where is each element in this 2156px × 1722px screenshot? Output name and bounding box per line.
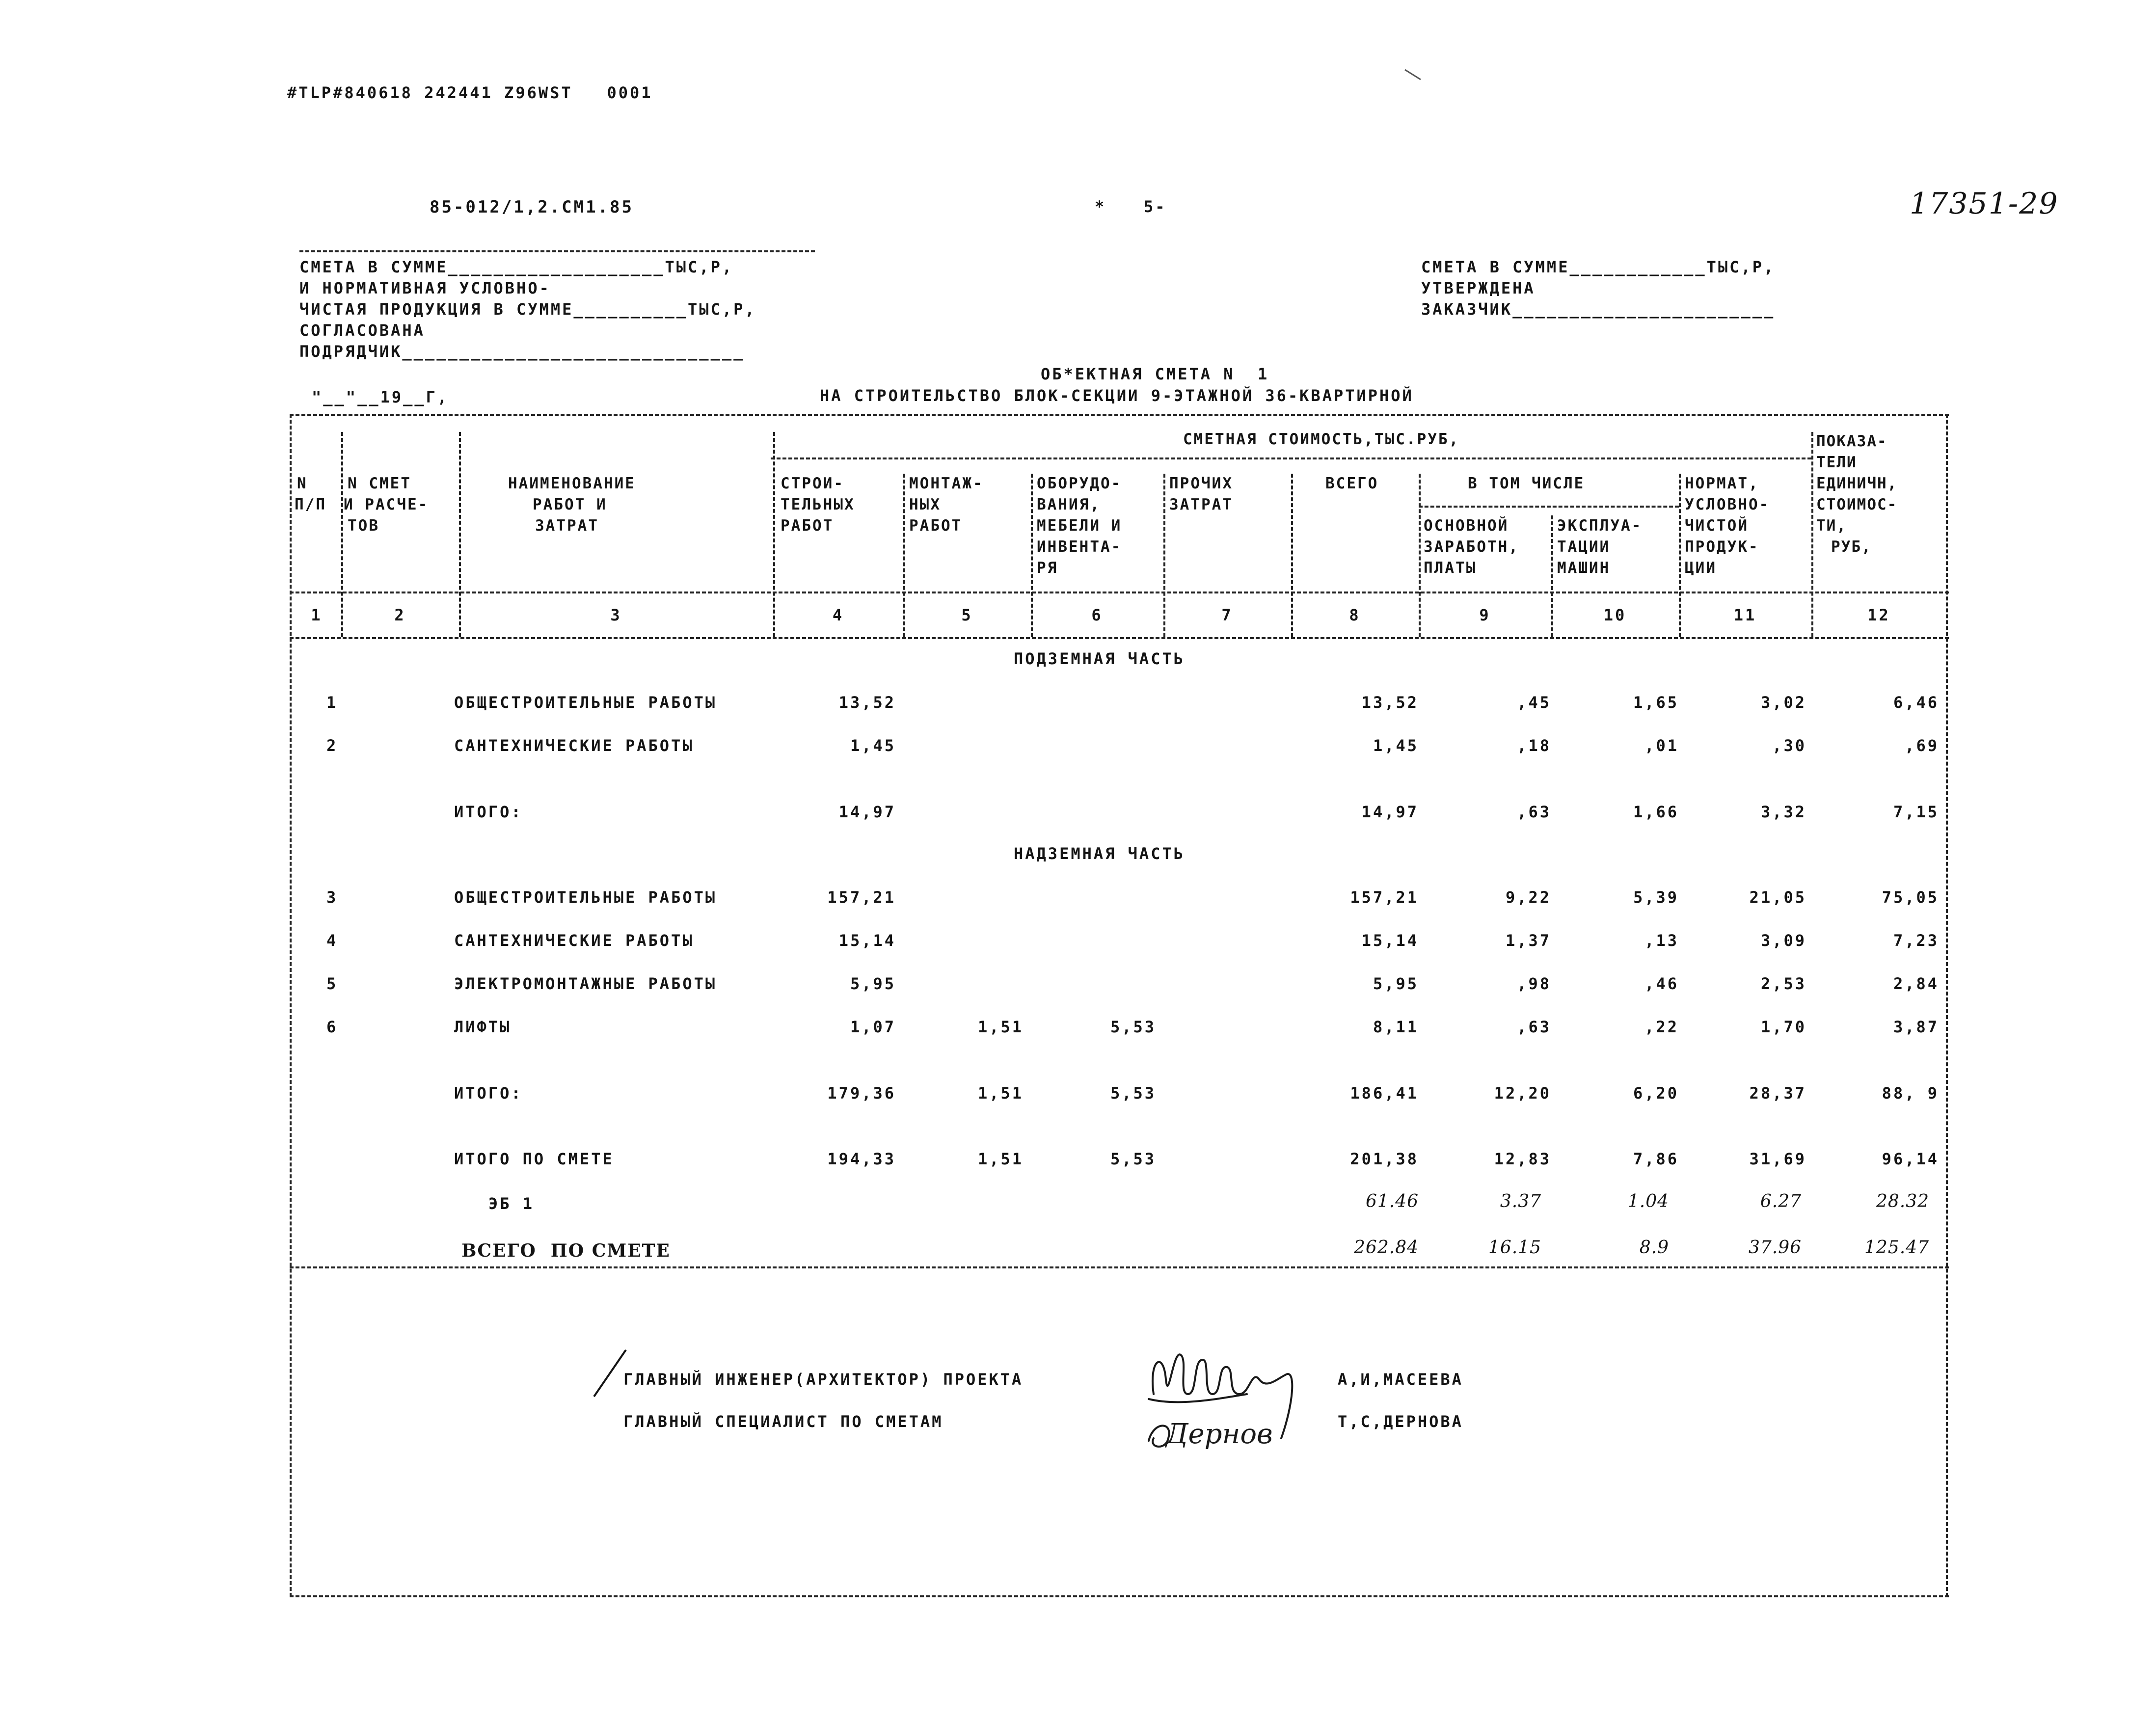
document-code: #TLP#840618 242441 Z96WST 0001: [287, 83, 653, 102]
row-unit-cost: 125.47: [1864, 1238, 1929, 1258]
col-divider-8: [1419, 474, 1421, 637]
row-number: 6: [326, 1018, 338, 1036]
row-equipment: 5,53: [1110, 1018, 1156, 1036]
col11-header-l5: ЦИИ: [1685, 559, 1717, 577]
row-wages: ,45: [1517, 693, 1551, 712]
row-total: 1,45: [1373, 736, 1419, 755]
row-net-production: ,30: [1772, 736, 1806, 755]
header-bottom-border: [290, 592, 1949, 593]
col-number-11: 11: [1733, 606, 1757, 624]
row-total: 13,52: [1361, 693, 1419, 712]
row-construction: 5,95: [850, 974, 896, 993]
page-number: 5-: [1144, 197, 1167, 216]
row-installation: 1,51: [977, 1018, 1024, 1036]
row-construction: 13,52: [838, 693, 896, 712]
row-machines: ,46: [1644, 974, 1679, 993]
section-aboveground: НАДЗЕМНАЯ ЧАСТЬ: [1014, 844, 1185, 863]
row-number: 2: [326, 736, 338, 755]
row-installation: 1,51: [977, 1084, 1024, 1103]
archive-number: 17351-29: [1910, 187, 2059, 221]
col2-header-l2: И РАСЧЕ-: [344, 496, 429, 513]
row-net-production: 37.96: [1748, 1238, 1802, 1258]
grand-total-label: ВСЕГО ПО СМЕТЕ: [461, 1240, 671, 1261]
col12-header-l4: СТОИМОС-: [1816, 496, 1898, 513]
col8-header: ВСЕГО: [1325, 475, 1379, 492]
row-number: 1: [326, 693, 338, 712]
row-wages: 16.15: [1488, 1238, 1541, 1258]
frame-left-border: [290, 414, 292, 1597]
row-construction: 14,97: [838, 803, 896, 821]
row-construction: 15,14: [838, 931, 896, 950]
row-wages: ,98: [1517, 974, 1551, 993]
col-number-8: 8: [1349, 606, 1361, 624]
row-wages: 9,22: [1505, 888, 1551, 907]
approval-date: "__"__19__Г,: [312, 388, 449, 406]
row-name: ЭЛЕКТРОМОНТАЖНЫЕ РАБОТЫ: [454, 974, 717, 993]
eb-label: ЭБ 1: [488, 1194, 535, 1213]
col4-header-l1: СТРОИ-: [781, 475, 844, 492]
row-installation: 1,51: [977, 1150, 1024, 1168]
table-top-border: [290, 414, 1949, 416]
row-wages: 12,83: [1494, 1150, 1551, 1168]
row-unit-cost: 7,15: [1893, 803, 1939, 821]
row-total: 5,95: [1373, 974, 1419, 993]
row-unit-cost: 96,14: [1882, 1150, 1939, 1168]
col-divider-3: [773, 432, 775, 637]
col9-header-l2: ЗАРАБОТН,: [1424, 538, 1519, 556]
chief-engineer-role: ГЛАВНЫЙ ИНЖЕНЕР(АРХИТЕКТОР) ПРОЕКТА: [623, 1370, 1024, 1389]
col6-header-l4: ИНВЕНТА-: [1037, 538, 1122, 556]
col-number-1: 1: [311, 606, 323, 624]
col-divider-6: [1163, 474, 1165, 637]
table-body-bottom: [290, 1266, 1949, 1268]
row-construction: 157,21: [827, 888, 896, 907]
row-total: 61.46: [1365, 1191, 1419, 1211]
col-divider-7: [1291, 474, 1293, 637]
subtotal-label: ИТОГО:: [454, 1084, 523, 1103]
row-construction: 1,45: [850, 736, 896, 755]
row-unit-cost: 2,84: [1893, 974, 1939, 993]
col12-header-l3: ЕДИНИЧН,: [1816, 475, 1898, 492]
row-machines: ,01: [1644, 736, 1679, 755]
row-wages: ,18: [1517, 736, 1551, 755]
section-underground: ПОДЗЕМНАЯ ЧАСТЬ: [1014, 649, 1185, 668]
row-name: ОБЩЕСТРОИТЕЛЬНЫЕ РАБОТЫ: [454, 693, 717, 712]
row-net-production: 31,69: [1749, 1150, 1806, 1168]
col-divider-11: [1811, 432, 1813, 637]
row-net-production: 3,02: [1760, 693, 1806, 712]
chief-estimator-role: ГЛАВНЫЙ СПЕЦИАЛИСТ ПО СМЕТАМ: [623, 1412, 943, 1431]
chief-estimator-name: Т,С,ДЕРНОВА: [1338, 1412, 1463, 1431]
row-wages: 3.37: [1500, 1191, 1541, 1211]
col2-header-l1: N СМЕТ: [348, 475, 411, 492]
col4-header-l2: ТЕЛЬНЫХ: [781, 496, 855, 513]
left-approval-line2: И НОРМАТИВНАЯ УСЛОВНО-: [299, 279, 551, 297]
row-machines: ,22: [1644, 1018, 1679, 1036]
col-divider-1: [341, 432, 343, 637]
row-number: 5: [326, 974, 338, 993]
col11-header-l2: УСЛОВНО-: [1685, 496, 1770, 513]
handwritten-signature: [1119, 1320, 1316, 1468]
row-net-production: 3,32: [1760, 803, 1806, 821]
row-total: 157,21: [1350, 888, 1419, 907]
frame-right-border: [1946, 414, 1948, 1597]
row-machines: 1,66: [1633, 803, 1679, 821]
col2-header-l3: ТОВ: [348, 517, 379, 535]
col-number-7: 7: [1221, 606, 1233, 624]
col-divider-5: [1031, 474, 1033, 637]
col-number-3: 3: [610, 606, 622, 624]
row-unit-cost: 7,23: [1893, 931, 1939, 950]
col3-header-l1: НАИМЕНОВАНИЕ: [508, 475, 636, 492]
row-total: 186,41: [1350, 1084, 1419, 1103]
document-reference: 85-012/1,2.CM1.85: [430, 197, 634, 217]
col10-header-l1: ЭКСПЛУА-: [1557, 517, 1643, 535]
row-total: 201,38: [1350, 1150, 1419, 1168]
subtotal-label: ИТОГО:: [454, 803, 523, 821]
col4-header-l3: РАБОТ: [781, 517, 834, 535]
row-total: 14,97: [1361, 803, 1419, 821]
chief-engineer-name: А,И,МАСЕЕВА: [1338, 1370, 1463, 1389]
row-construction: 1,07: [850, 1018, 896, 1036]
row-net-production: 3,09: [1760, 931, 1806, 950]
page-marker: *: [1095, 197, 1106, 216]
col-divider-2: [459, 432, 461, 637]
row-wages: 1,37: [1505, 931, 1551, 950]
col11-header-l3: ЧИСТОЙ: [1685, 517, 1749, 535]
col-number-4: 4: [832, 606, 844, 624]
scan-mark: [1404, 69, 1424, 83]
col-number-10: 10: [1603, 606, 1627, 624]
col-divider-4: [903, 474, 905, 637]
subgroup-header-rule: [1419, 506, 1679, 508]
row-name: САНТЕХНИЧЕСКИЕ РАБОТЫ: [454, 736, 694, 755]
row-machines: 1,65: [1633, 693, 1679, 712]
col9-header-l3: ПЛАТЫ: [1424, 559, 1477, 577]
row-name: ОБЩЕСТРОИТЕЛЬНЫЕ РАБОТЫ: [454, 888, 717, 907]
row-net-production: 21,05: [1749, 888, 1806, 907]
row-machines: 6,20: [1633, 1084, 1679, 1103]
cost-group-header: СМЕТНАЯ СТОИМОСТЬ,ТЫС.РУБ,: [1183, 430, 1460, 448]
right-approval-line1: СМЕТА В СУММЕ____________ТЫС,Р,: [1421, 258, 1776, 276]
estimate-total-label: ИТОГО ПО СМЕТЕ: [454, 1150, 614, 1168]
row-total: 8,11: [1373, 1018, 1419, 1036]
group-header-rule: [771, 457, 1811, 459]
row-total: 262.84: [1354, 1238, 1419, 1258]
col11-header-l4: ПРОДУК-: [1685, 538, 1759, 556]
col6-header-l5: РЯ: [1037, 559, 1058, 577]
row-name: ЛИФТЫ: [454, 1018, 512, 1036]
col5-header-l2: НЫХ: [909, 496, 941, 513]
col9-header-l1: ОСНОВНОЙ: [1424, 517, 1509, 535]
row-name: САНТЕХНИЧЕСКИЕ РАБОТЫ: [454, 931, 694, 950]
row-unit-cost: 28.32: [1876, 1191, 1929, 1211]
left-approval-line3: ЧИСТАЯ ПРОДУКЦИЯ В СУММЕ__________ТЫС,Р,: [299, 300, 756, 319]
col7-header-l1: ПРОЧИХ: [1169, 475, 1233, 492]
right-approval-line3: ЗАКАЗЧИК_______________________: [1421, 300, 1776, 319]
row-net-production: 2,53: [1760, 974, 1806, 993]
row-equipment: 5,53: [1110, 1150, 1156, 1168]
row-wages: ,63: [1517, 1018, 1551, 1036]
row-wages: 12,20: [1494, 1084, 1551, 1103]
estimate-subtitle: НА СТРОИТЕЛЬСТВО БЛОК-СЕКЦИИ 9-ЭТАЖНОЙ 36-КВАРТИРНОЙ: [820, 386, 1414, 405]
col-number-6: 6: [1091, 606, 1103, 624]
col12-header-l6: РУБ,: [1831, 538, 1872, 556]
col1-header-l2: П/П: [295, 496, 326, 513]
row-machines: 1.04: [1627, 1191, 1669, 1211]
col-number-5: 5: [961, 606, 973, 624]
row-unit-cost: ,69: [1905, 736, 1939, 755]
row-machines: ,13: [1644, 931, 1679, 950]
row-net-production: 1,70: [1760, 1018, 1806, 1036]
row-equipment: 5,53: [1110, 1084, 1156, 1103]
col5-header-l1: МОНТАЖ-: [909, 475, 984, 492]
col12-header-l1: ПОКАЗА-: [1816, 432, 1887, 450]
row-number: 4: [326, 931, 338, 950]
row-unit-cost: 88, 9: [1882, 1084, 1939, 1103]
col-divider-10: [1679, 474, 1681, 637]
col-number-9: 9: [1479, 606, 1491, 624]
row-number: 3: [326, 888, 338, 907]
page-bottom-border: [290, 1595, 1949, 1597]
row-construction: 194,33: [827, 1150, 896, 1168]
column-number-rule: [290, 637, 1949, 639]
row-total: 15,14: [1361, 931, 1419, 950]
right-approval-line2: УТВЕРЖДЕНА: [1421, 279, 1536, 297]
row-net-production: 6.27: [1760, 1191, 1802, 1211]
col6-header-l2: ВАНИЯ,: [1037, 496, 1101, 513]
col-number-2: 2: [394, 606, 406, 624]
col1-header-l1: N: [297, 475, 308, 492]
row-wages: ,63: [1517, 803, 1551, 821]
col6-header-l1: ОБОРУДО-: [1037, 475, 1122, 492]
col3-header-l2: РАБОТ И: [533, 496, 607, 513]
row-machines: 8.9: [1639, 1238, 1669, 1258]
col12-header-l2: ТЕЛИ: [1816, 454, 1857, 471]
col-divider-9: [1551, 515, 1553, 637]
row-unit-cost: 6,46: [1893, 693, 1939, 712]
left-approval-line5: ПОДРЯДЧИК______________________________: [299, 342, 745, 361]
svg-text:Дернов: Дернов: [1166, 1418, 1273, 1450]
col5-header-l3: РАБОТ: [909, 517, 963, 535]
row-unit-cost: 3,87: [1893, 1018, 1939, 1036]
estimate-title: ОБ*ЕКТНАЯ СМЕТА N 1: [1041, 365, 1269, 383]
col11-header-l1: НОРМАТ,: [1685, 475, 1759, 492]
row-construction: 179,36: [827, 1084, 896, 1103]
row-unit-cost: 75,05: [1882, 888, 1939, 907]
col6-header-l3: МЕБЕЛИ И: [1037, 517, 1122, 535]
left-approval-line4: СОГЛАСОВАНА: [299, 321, 425, 340]
top-rule: [299, 250, 815, 252]
col10-header-l2: ТАЦИИ: [1557, 538, 1611, 556]
col12-header-l5: ТИ,: [1816, 517, 1847, 535]
row-machines: 5,39: [1633, 888, 1679, 907]
in-that-header: В ТОМ ЧИСЛЕ: [1468, 475, 1585, 492]
row-machines: 7,86: [1633, 1150, 1679, 1168]
col10-header-l3: МАШИН: [1557, 559, 1611, 577]
col7-header-l2: ЗАТРАТ: [1169, 496, 1233, 513]
left-approval-line1: СМЕТА В СУММЕ___________________ТЫС,Р,: [299, 258, 734, 276]
col3-header-l3: ЗАТРАТ: [535, 517, 599, 535]
col-number-12: 12: [1867, 606, 1890, 624]
row-net-production: 28,37: [1749, 1084, 1806, 1103]
